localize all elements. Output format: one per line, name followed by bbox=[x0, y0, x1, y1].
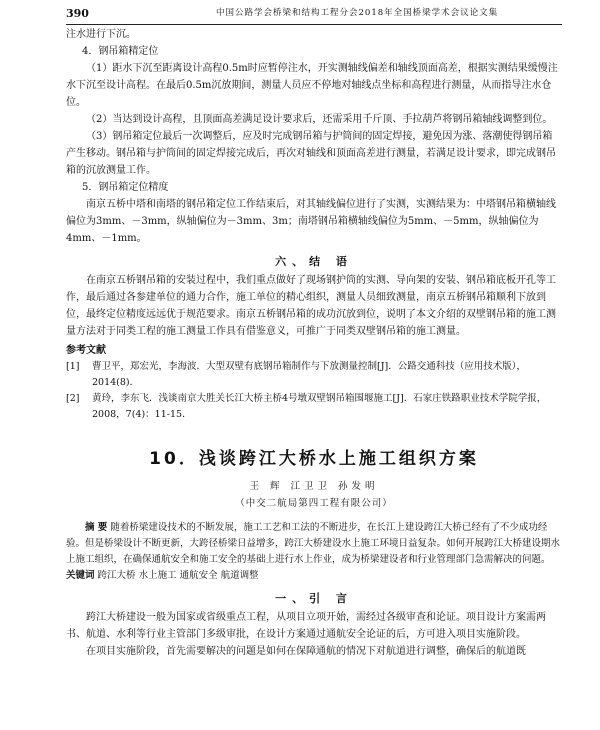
article-affiliation: （中交二航局第四工程有限公司） bbox=[235, 498, 393, 509]
references-label: 参考文献 bbox=[66, 345, 106, 356]
reference-text: 黄玲，李东飞．浅谈南京大胜关长江大桥主桥4号墩双壁钢吊箱围堰施工[J]．石家庄铁路职业技术学院学报，2008，7(4)：11-15． bbox=[92, 393, 547, 420]
keywords bbox=[66, 568, 562, 584]
paragraph-4: 南京五桥中塔和南塔的钢吊箱定位工作结束后，对其轴线偏位进行了实测，实测结果为：中塔钢吊箱横轴线偏位为3mm、－3mm，纵轴偏位为－3mm、3m；南塔钢吊箱横轴线偏位为5mm、－5mm，纵轴偏位为4mm、－1mm。 bbox=[66, 199, 556, 244]
conclusion-text: 在南京五桥钢吊箱的安装过程中，我们重点做好了现场钢护筒的实测、导向架的安装、钢吊箱底板开孔等工作，最后通过各参建单位的通力合作，施工单位的精心组织，测量人员细致测量，南京五桥钢吊箱顺利下放到位，最终定位精度远远优于规范要求。南京五桥钢吊箱的成功沉放到位，说明了本文介绍的双壁钢吊箱的施工测量方法对于同类工程的施工测量工作具有借鉴意义，可推广于同类双壁钢吊箱的施工测量。 bbox=[66, 275, 556, 337]
subsection-title-4: 4．钢吊箱精定位 bbox=[82, 46, 159, 57]
paragraph-1: （1）距水下沉至距离设计高程0.5m时应暂停注水，开实测轴线偏差和轴线顶面高差，根据实测结果缓慢注水下沉至设计高程。在最后0.5m沉放期间，测量人员应不停地对轴线点坐标和高程进行测量，从而指导注水仓位。 bbox=[66, 63, 558, 108]
intro-paragraph-2: 在项目实施阶段，首先需要解决的问题是如何在保障通航的情况下对航道进行调整，确保后的航道既 bbox=[86, 646, 526, 657]
paragraph-3: （3）钢吊箱定位最后一次调整后，应及时完成钢吊箱与护筒间的固定焊接，避免因为涨、落潮使得钢吊箱产生移动。钢吊箱与护筒间的固定焊接完成后，再次对轴线和顶面高差进行测量，若满足设计要求，即完成钢吊箱的沉放测量工作。 bbox=[66, 131, 556, 176]
journal-title: 中国公路学会桥梁和结构工程分会2018年全国桥梁学术会议论文集 bbox=[216, 8, 499, 18]
conclusion-heading: 六、结 语 bbox=[275, 255, 353, 268]
intro-heading: 一、引 言 bbox=[275, 592, 353, 605]
article-authors: 王 辉 江卫卫 孙发明 bbox=[249, 481, 379, 492]
paragraph-2: （2）当达到设计高程，且顶面高差满足设计要求后，还需采用千斤顶、手拉葫芦将钢吊箱轴线调整到位。 bbox=[86, 114, 553, 125]
keywords-text: 跨江大桥 水上施工 通航安全 航道调整 bbox=[97, 570, 259, 581]
abstract-text: 随着桥梁建设技术的不断发展，施工工艺和工法的不断进步，在长江上建设跨江大桥已经有了不少成功经验。但是桥梁设计不断更新，大跨径桥梁日益增多，跨江大桥建设水上施工环境日益复杂。如何开展跨江大桥建设期水上施工组织，在确保通航安全和施工安全的基础上进行水上作业，成为桥梁建设者和行业管理部门急需解决的问题。 bbox=[66, 522, 561, 565]
keywords-label: 关键词 bbox=[66, 570, 95, 581]
reference-number: [2] bbox=[66, 393, 80, 404]
spacer bbox=[66, 423, 562, 447]
reference-text: 曹卫平，郑宏光，李海波．大型双壁有底钢吊箱制作与下放测量控制[J]．公路交通科技（应用技术版），2014(8)． bbox=[92, 361, 526, 388]
reference-number: [1] bbox=[66, 361, 80, 372]
subsection-title-5: 5．钢吊箱定位精度 bbox=[82, 182, 169, 193]
reference-item bbox=[66, 391, 562, 423]
article-title: 10．浅谈跨江大桥水上施工组织方案 bbox=[149, 449, 479, 469]
page-content bbox=[66, 26, 562, 660]
intro-paragraph-1: 跨江大桥建设一般为国家或省级重点工程，从项目立项开始，需经过各级审查和论证。项目设计方案需两书、航道、水利等行业主管部门多级审批，在设计方案通过通航安全论证的后，方可进入项目实施阶段。 bbox=[66, 612, 546, 640]
reference-item bbox=[66, 359, 562, 391]
abstract bbox=[66, 520, 562, 568]
running-header bbox=[66, 4, 562, 25]
continued-paragraph: 注水进行下沉。 bbox=[66, 29, 136, 40]
page-number: 390 bbox=[66, 7, 89, 20]
abstract-label: 摘 要 bbox=[85, 522, 108, 533]
